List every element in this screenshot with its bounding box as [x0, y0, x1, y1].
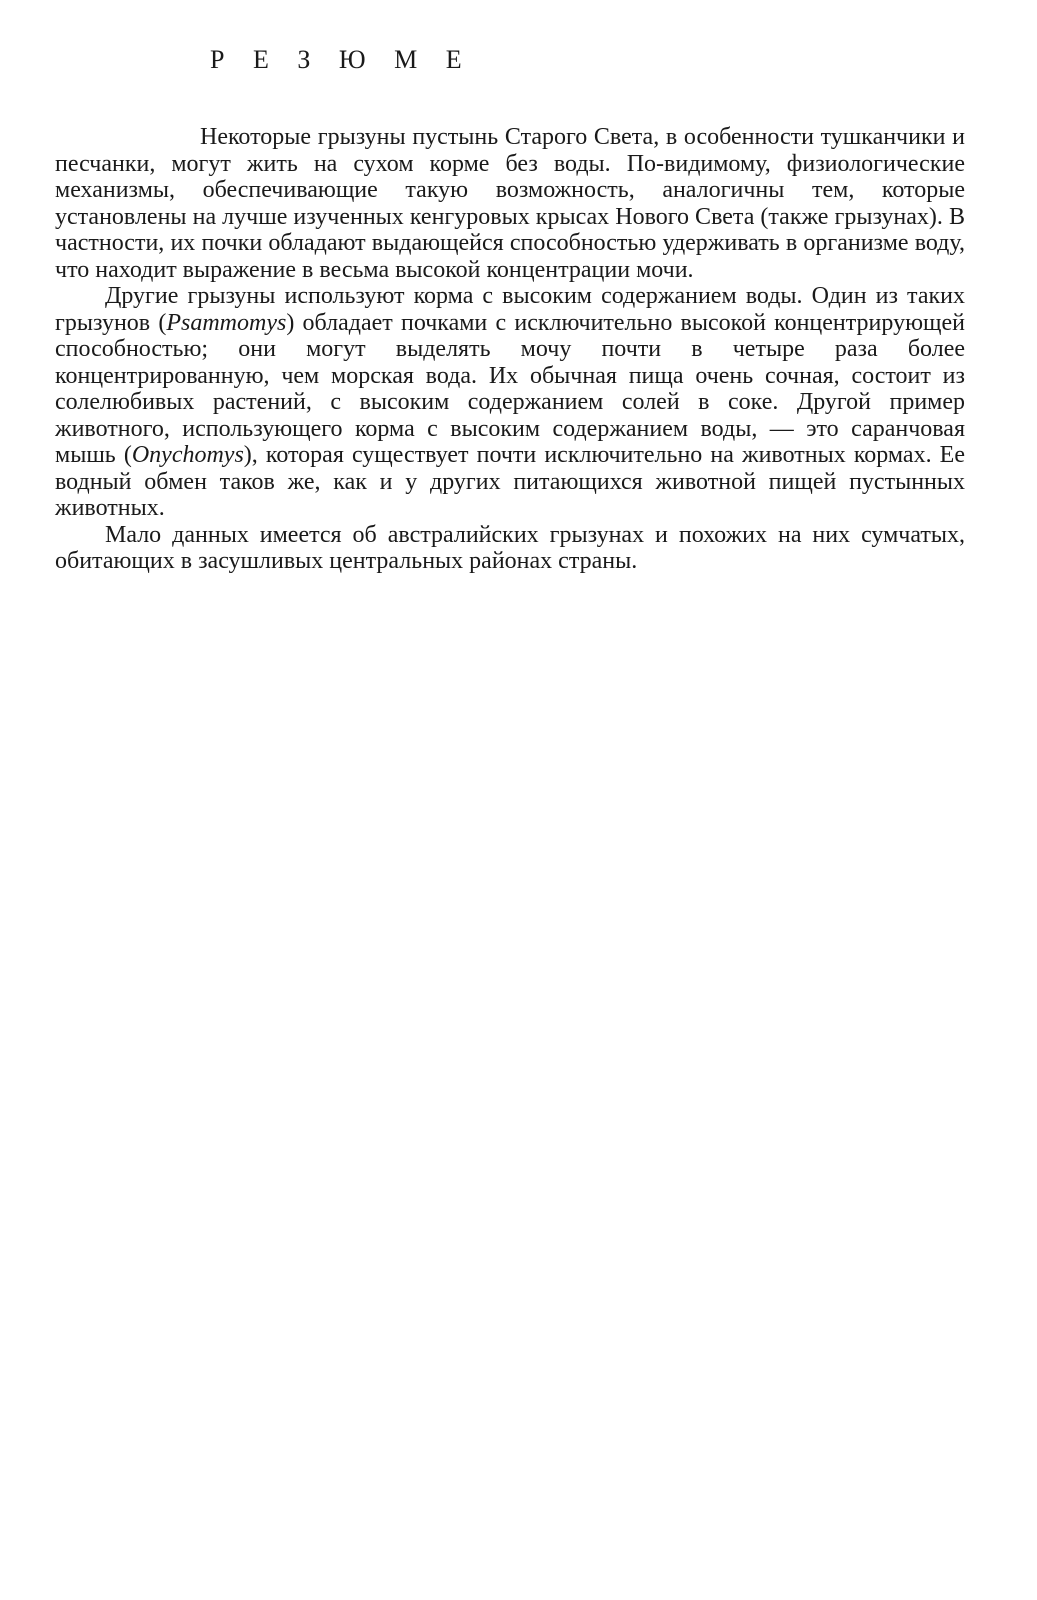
summary-body	[55, 124, 965, 575]
latin-name-onychomys: Onychomys	[131, 442, 244, 468]
paragraph-2-part-3: ), которая существует почти исключительно на животных кормах. Ее водный обмен таков же, как и у других питающихся животной пищей пустынных животных.	[55, 442, 965, 521]
paragraph-3: Мало данных имеется об австралийских грызунах и похожих на них сумчатых, обитающих в засушливых центральных районах страны.	[55, 521, 965, 574]
paragraph-1: Некоторые грызуны пустынь Старого Света, в особенности тушканчики и песчанки, могут жить на сухом корме без воды. По-видимому, физиологические механизмы, обеспечивающие такую возможность, аналогичны тем, которые установлены на лучше изученных кенгуровых крысах Нового Света (также грызунах). В частности, их почки обладают выдающейся способностью удерживать в организме воду, что находит выражение в весьма высокой концентрации мочи.	[55, 124, 965, 283]
latin-name-psammomys: Psammomys	[166, 309, 287, 336]
section-heading: Р Е З Ю М Е	[210, 45, 473, 74]
paragraph-2-part-2: ) обладает почками с исключительно высокой концентрирующей способностью; они могут выделять мочу почти в четыре раза более концентрированную, чем морская вода. Их обычная пища очень сочная, состоит из солелюбивых растений, с высоким содержанием солей в соке. Другой пример животного, использующего корма с высоким содержанием воды, — это саранчовая мышь (	[55, 309, 965, 468]
paragraph-2	[55, 283, 965, 522]
page	[55, 40, 965, 575]
paragraph-2-part-1: Другие грызуны используют корма с высоким содержанием воды. Один из таких грызунов (	[55, 283, 965, 336]
